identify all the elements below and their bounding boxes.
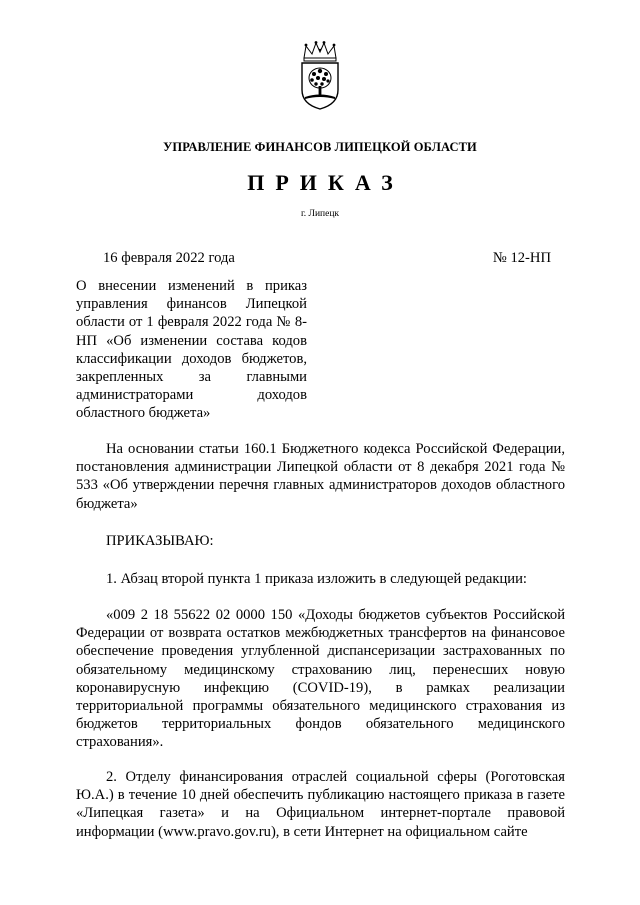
document-subject: О внесении изменений в приказ управления финансов Липецкой области от 1 февраля 2022 года № 8-НП «Об изменении состава кодов классификации доходов бюджетов, закрепленных за главными администраторами доходов областного бюджета» — [76, 278, 307, 422]
document-type-title: ПРИКАЗ — [247, 170, 404, 195]
basis-paragraph: На основании статьи 160.1 Бюджетного кодекса Российской Федерации, постановления администрации Липецкой области от 8 декабря 2021 года № 533 «Об утверждении перечня главных администраторов доходов областного бюджета» — [76, 441, 565, 512]
organization-name: УПРАВЛЕНИЕ ФИНАНСОВ ЛИПЕЦКОЙ ОБЛАСТИ — [163, 140, 477, 154]
coat-of-arms-icon — [296, 40, 344, 110]
document-number: № 12-НП — [492, 250, 551, 266]
order-word: ПРИКАЗЫВАЮ: — [106, 533, 214, 549]
city-label: г. Липецк — [300, 209, 340, 219]
item-1-paragraph: 1. Абзац второй пункта 1 приказа изложить в следующей редакции: — [106, 571, 527, 587]
code-paragraph: «009 2 18 55622 02 0000 150 «Доходы бюджетов субъектов Российской Федерации от возврата остатков межбюджетных трансфертов на финансовое обеспечение проведения углубленной диспансеризации застрахованных по обязательному медицинскому страхованию лиц, перенесших новую коронавирусную инфекцию (COVID-19), в рамках реализации территориальной программы обязательного медицинского страхования из бюджетов территориальных фондов обязательного медицинского страхования». — [76, 607, 565, 751]
item-2-paragraph: 2. Отделу финансирования отраслей социальной сферы (Роготовская Ю.А.) в течение 10 дней обеспечить публикацию настоящего приказа в газете «Липецкая газета» и на Официальном интернет-портале правовой информации (www.pravo.gov.ru), в сети Интернет на официальном сайте — [76, 769, 565, 840]
document-date: 16 февраля 2022 года — [103, 250, 235, 266]
